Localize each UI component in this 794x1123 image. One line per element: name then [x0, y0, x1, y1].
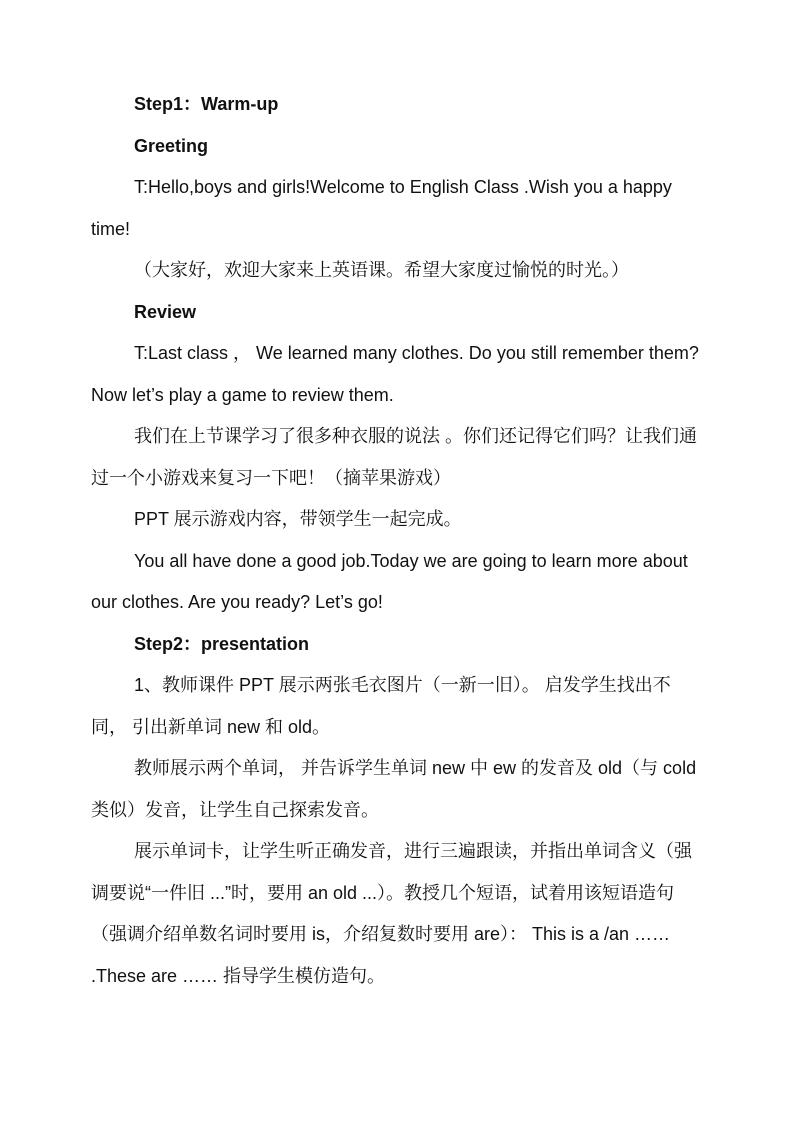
step1-heading: Step1：Warm-up: [134, 94, 279, 114]
step2-heading: Step2：presentation: [134, 633, 310, 654]
greeting-chinese: （大家好，欢迎大家来上英语课。希望大家度过愉悦的时光。）: [134, 260, 629, 280]
review-heading: Review: [134, 301, 197, 322]
greeting-english: T:Hello,boys and girls!Welcome to English Class .Wish you a happy time!: [91, 177, 672, 239]
good-job-paragraph: You all have done a good job.Today we are going to learn more about our clothes. Are you ready? Let’s go!: [91, 550, 688, 612]
review-chinese: 我们在上节课学习了很多种衣服的说法 。你们还记得它们吗？让我们通过一个小游戏来复习一下吧！（摘苹果游戏）: [91, 426, 697, 488]
step2-item-1: 1、教师课件 PPT 展示两张毛衣图片（一新一旧）。 启发学生找出不同， 引出新单词 new 和 old。: [91, 675, 671, 737]
greeting-heading: Greeting: [134, 135, 209, 156]
review-english: T:Last class ， We learned many clothes. Do you still remember them? Now let’s play a game to review them.: [91, 343, 699, 405]
step2-cards-paragraph: 展示单词卡，让学生听正确发音，进行三遍跟读，并指出单词含义（强调要说“一件旧 ...”时，要用 an old ...）。教授几个短语，试着用该短语造句（强调介绍单数名词时要用 is，介绍复数时要用 are）： This is a /an …… .These are …… 指导学生模仿造句。: [91, 841, 692, 986]
ppt-game-note: PPT 展示游戏内容，带领学生一起完成。: [134, 509, 462, 529]
document-page: [91, 84, 703, 997]
step2-words-paragraph: 教师展示两个单词， 并告诉学生单词 new 中 ew 的发音及 old（与 cold 类似）发音，让学生自己探索发音。: [91, 758, 697, 820]
